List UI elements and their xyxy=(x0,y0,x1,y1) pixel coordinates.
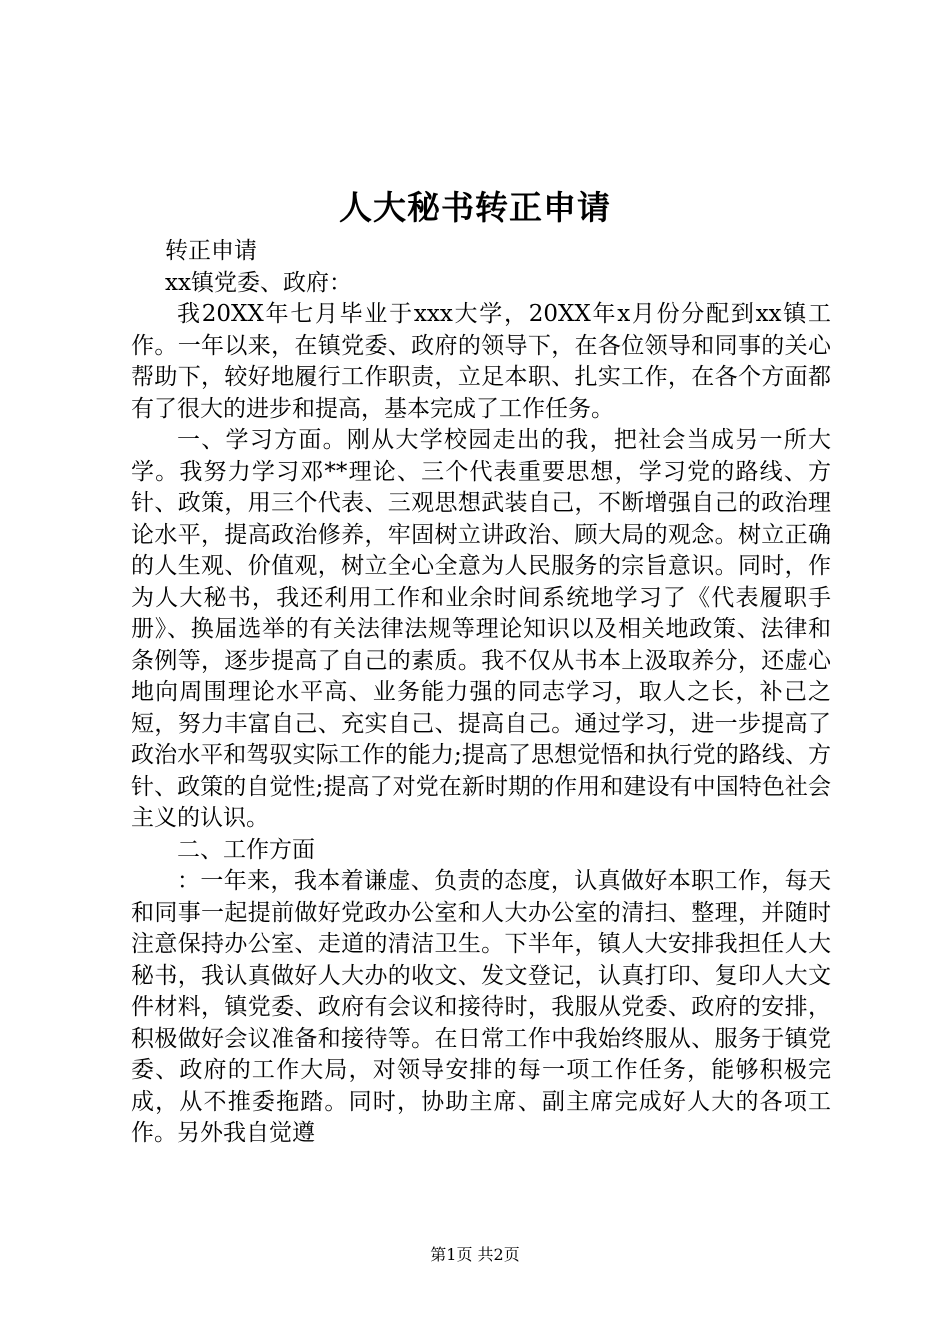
paragraph-study: 一、学习方面。刚从大学校园走出的我，把社会当成另一所大学。我努力学习邓**理论、三个代表重要思想，学习党的路线、方针、政策，用三个代表、三观思想武装自己，不断增强自己的政治理论水平，提高政治修养，牢固树立讲政治、顾大局的观念。树立正确的人生观、价值观，树立全心全意为人民服务的宗旨意识。同时，作为人大秘书，我还利用工作和业余时间系统地学习了《代表履职手册》、换届选举的有关法律法规等理论知识以及相关地政策、法律和条例等，逐步提高了自己的素质。我不仅从书本上汲取养分，还虚心地向周围理论水平高、业务能力强的同志学习，取人之长，补己之短，努力丰富自己、充实自己、提高自己。通过学习，进一步提高了政治水平和驾驭实际工作的能力;提高了思想觉悟和执行党的路线、方针、政策的自觉性;提高了对党在新时期的作用和建设有中国特色社会主义的认识。 xyxy=(131,427,831,831)
paragraph-work-heading: 二、工作方面 xyxy=(177,836,315,863)
document-title: 人大秘书转正申请 xyxy=(339,188,611,227)
document-body xyxy=(131,236,831,1150)
paragraph-heading: 转正申请 xyxy=(165,238,257,264)
paragraph-salutation: xx镇党委、政府： xyxy=(165,269,352,296)
paragraph-intro: 我20XX年七月毕业于xxx大学，20XX年x月份分配到xx镇工作。一年以来，在镇党委、政府的领导下，在各位领导和同事的关心帮助下，较好地履行工作职责，立足本职、扎实工作，在各个方面都有了很大的进步和提高，基本完成了工作任务。 xyxy=(131,301,831,422)
page-footer: 第1页 共2页 xyxy=(430,1245,520,1264)
paragraph-work: ：一年来，我本着谦虚、负责的态度，认真做好本职工作，每天和同事一起提前做好党政办公室和人大办公室的清扫、整理，并随时注意保持办公室、走道的清洁卫生。下半年，镇人大安排我担任人大秘书，我认真做好人大办的收文、发文登记，认真打印、复印人大文件材料，镇党委、政府有会议和接待时，我服从党委、政府的安排，积极做好会议准备和接待等。在日常工作中我始终服从、服务于镇党委、政府的工作大局，对领导安排的每一项工作任务，能够积极完成，从不推委拖踏。同时，协助主席、副主席完成好人大的各项工作。另外我自觉遵 xyxy=(131,868,831,1146)
